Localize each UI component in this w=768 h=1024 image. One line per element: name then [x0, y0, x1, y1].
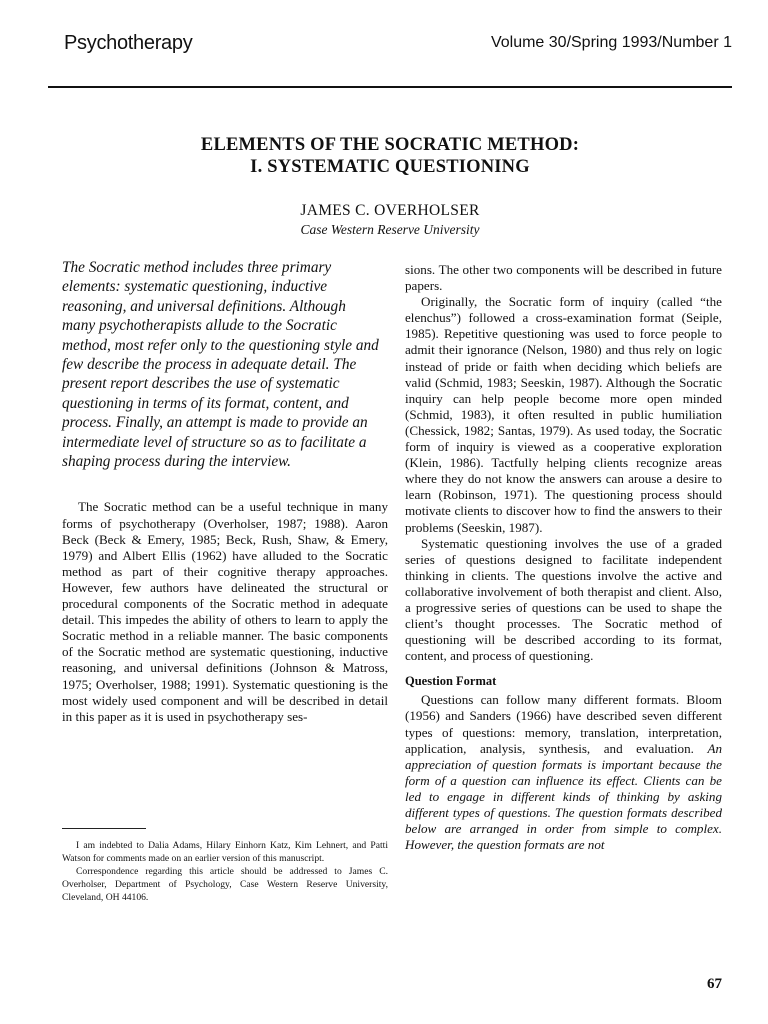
- footnote-correspondence: Correspondence regarding this article should be addressed to James C. Overholser, Department of Psychology, Case Western Reserve University, Cleveland, OH 44106.: [62, 866, 388, 903]
- author-affiliation: Case Western Reserve University: [300, 222, 480, 237]
- intro-paragraph: The Socratic method can be a useful technique in many forms of psychotherapy (Overholser, 1987; 1988). Aaron Beck (Beck & Emery, 1985; Beck, Rush, Shaw, & Emery, 1979) and Albert Ellis (1962) have alluded to the Socratic method as part of their cognitive therapy approaches. However, few authors have delineated the structural or procedural components of the Socratic method in adequate detail. This impedes the ability of others to learn to apply the Socratic method in a reliable manner. The basic components of the Socratic method are systematic questioning, inductive reasoning, and universal definitions (Johnson & Matross, 1975; Overholser, 1988; 1991). Systematic questioning is the most widely used component and will be described in detail in this paper as it is used in psychotherapy ses-: [62, 499, 388, 724]
- right-column: [405, 262, 722, 853]
- paragraph-systematic-questioning: Systematic questioning involves the use of a graded series of questions designed to facilitate independent thinking in clients. The questions involve the active and collaborative involvement of both therapist and client. Also, a progressive series of questions can be used to shape the client’s thought processes. The Socratic method of questioning will be described according to its format, content, and process of questioning.: [405, 535, 722, 664]
- question-types-text: Questions can follow many different formats. Bloom (1956) and Sanders (1966) have described seven different types of questions: memory, translation, interpretation, application, analysis, synthesis, and evaluation.: [405, 692, 722, 756]
- footnotes: [62, 839, 388, 904]
- article-title: [80, 134, 700, 178]
- paragraph-question-format: [405, 692, 722, 853]
- paragraph-elenchus: Originally, the Socratic form of inquiry (called “the elenchus”) followed a cross-examination format (Seiple, 1985). Repetitive questioning was used to force people to admit their ignorance (Nelson, 1980) and thus rely on logic instead of pride or faith when deciding which beliefs are valid (Schmid, 1983; Seeskin, 1987). Although the Socratic inquiry can help people become more open minded (Schmid, 1983), it often resulted in public humiliation (Chessick, 1982; Santas, 1979). As used today, the Socratic form of inquiry is viewed as a cooperative exploration (Klein, 1986). Tactfully helping clients recognize areas where they do not know the answers can arouse a desire to learn (Robinson, 1971). The questioning process should motivate clients to discover how to find the answers to their problems (Seeskin, 1987).: [405, 294, 722, 535]
- question-formats-emphasis: An appreciation of question formats is important because the form of a question can influence its effect. Clients can be led to engage in different kinds of thinking by asking different types of questions. The question formats described below are arranged in order from simple to complex. However, the question formats are not: [405, 740, 722, 853]
- title-block: [80, 134, 700, 238]
- title-line-1: ELEMENTS OF THE SOCRATIC METHOD:: [200, 135, 580, 155]
- footnote-acknowledgment: I am indebted to Dalia Adams, Hilary Einhorn Katz, Kim Lehnert, and Patti Watson for comments made on an earlier version of this manuscript.: [62, 840, 388, 864]
- volume-info: Volume 30/Spring 1993/Number 1: [490, 34, 732, 51]
- left-column: [62, 258, 388, 725]
- journal-name: Psychotherapy: [64, 32, 193, 54]
- title-line-2: I. SYSTEMATIC QUESTIONING: [250, 157, 530, 177]
- running-header: [48, 30, 732, 70]
- abstract: The Socratic method includes three primary elements: systematic questioning, inductive reasoning, and universal definitions. Although many psychotherapists allude to the Socratic method, most refer only to the questioning style and few describe the process in adequate detail. The present report describes the use of systematic questioning in terms of its format, content, and process. Finally, an attempt is made to provide an intermediate level of structure so as to facilitate a shaping process during the interview.: [62, 259, 379, 471]
- page-number: 67: [707, 976, 722, 992]
- header-rule: [48, 86, 732, 88]
- section-heading-question-format: Question Format: [405, 674, 497, 689]
- continued-paragraph: sions. The other two components will be described in future papers.: [405, 262, 722, 294]
- footnote-rule: [62, 828, 146, 829]
- author-name: JAMES C. OVERHOLSER: [300, 202, 480, 219]
